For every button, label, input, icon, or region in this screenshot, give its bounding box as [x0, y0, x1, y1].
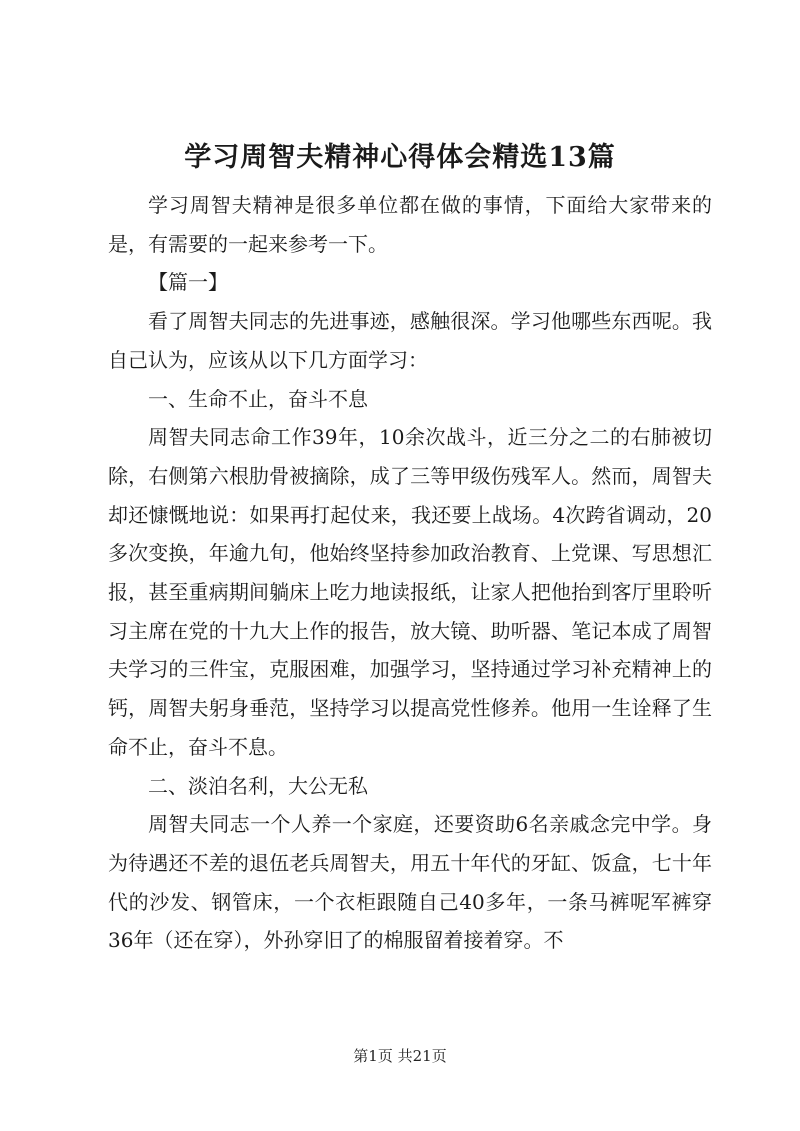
document-body [108, 186, 712, 960]
subheading-one: 一、生命不止，奋斗不息 [148, 386, 368, 411]
body-paragraph: 看了周智夫同志的先进事迹，感触很深。学习他哪些东西呢。我自己认为，应该从以下几方面学习： [108, 309, 712, 372]
body-paragraph: 周智夫同志命工作39年，10余次战斗，近三分之二的右肺被切除，右侧第六根肋骨被摘除，成了三等甲级伤残军人。然而，周智夫却还慷慨地说：如果再打起仗来，我还要上战场。4次跨省调动，20多次变换，年逾九旬，他始终坚持参加政治教育、上党课、写思想汇报，甚至重病期间躺床上吃力地读报纸，让家人把他抬到客厅里聆听习主席在党的十九大上作的报告，放大镜、助听器、笔记本成了周智夫学习的三件宝，克服困难，加强学习，坚持通过学习补充精神上的钙，周智夫躬身垂范，坚持学习以提高党性修养。他用一生诠释了生命不止，奋斗不息。 [108, 425, 712, 759]
section-heading-part-one: 【篇一】 [148, 270, 228, 295]
body-paragraph: 周智夫同志一个人养一个家庭，还要资助6名亲戚念完中学。身为待遇还不差的退伍老兵周智夫，用五十年代的牙缸、饭盒，七十年代的沙发、钢管床，一个衣柜跟随自己40多年，一条马裤呢军裤穿36年（还在穿），外孙穿旧了的棉服留着接着穿。不 [108, 812, 712, 953]
subheading-two: 二、淡泊名利，大公无私 [148, 773, 368, 798]
page-number-footer: 第1页 共21页 [353, 1047, 447, 1065]
intro-paragraph: 学习周智夫精神是很多单位都在做的事情，下面给大家带来的是，有需要的一起来参考一下。 [108, 193, 712, 256]
document-title: 学习周智夫精神心得体会精选13篇 [184, 142, 616, 173]
